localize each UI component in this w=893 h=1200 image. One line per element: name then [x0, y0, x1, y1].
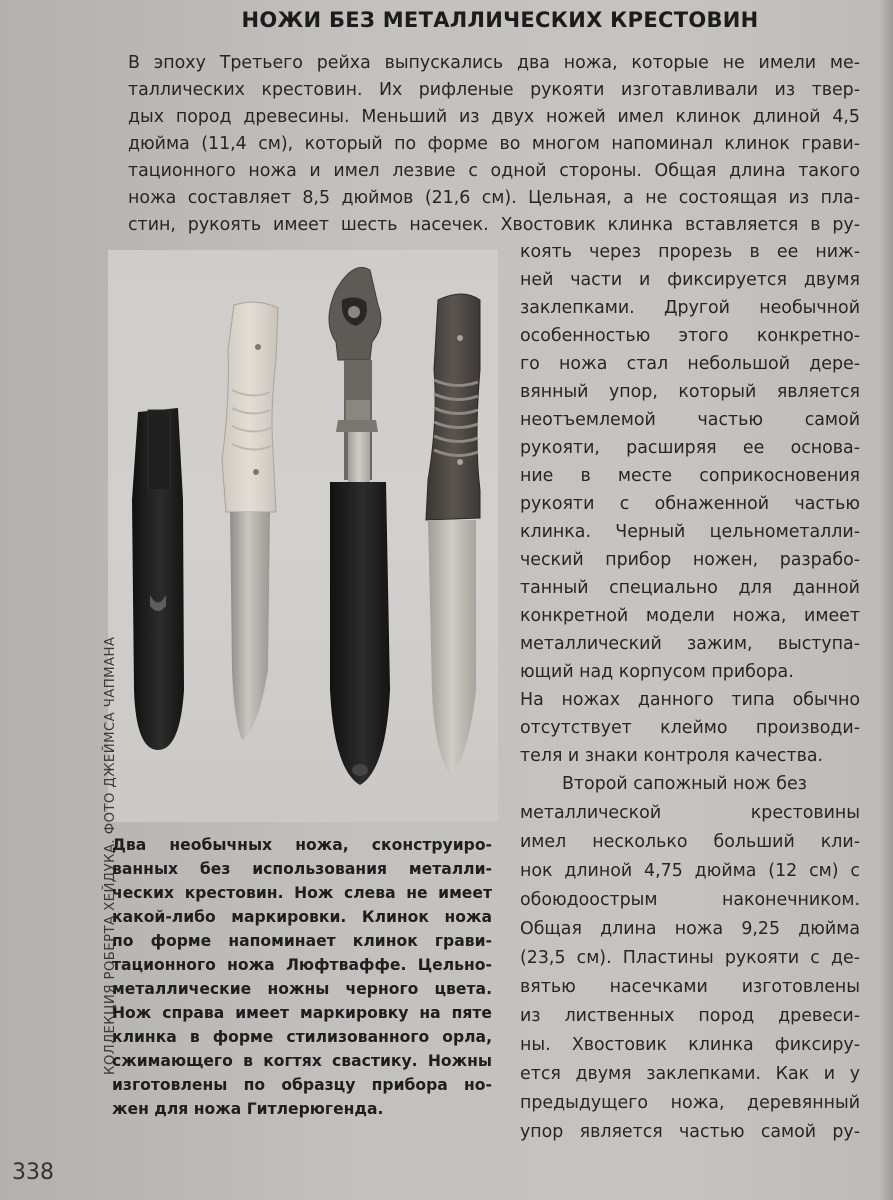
right-line: особенностью этого конкретно-	[520, 326, 860, 346]
intro-line: тационного ножа и имел лезвие с одной стороны. Общая длина такого	[128, 161, 860, 181]
right-line: коять через прорезь в ее ниж-	[520, 242, 860, 262]
intro-line: дых пород древесины. Меньший из двух ножей имел клинок длиной 4,5	[128, 107, 860, 127]
right-line: предыдущего ножа, деревянный	[520, 1093, 860, 1113]
light-handle-knife	[222, 302, 278, 740]
intro-line: стин, рукоять имеет шесть насечек. Хвостовик клинка вставляется в ру-	[128, 215, 860, 235]
right-line: металлический зажим, выступа-	[520, 634, 860, 654]
right-line: из лиственных пород древеси-	[520, 1006, 860, 1026]
right-line: заклепками. Другой необычной	[520, 298, 860, 318]
caption-line: по форме напоминает клинок грави-	[112, 932, 492, 950]
left-sheath	[132, 408, 184, 750]
right-line: Общая длина ножа 9,25 дюйма	[520, 919, 860, 939]
right-line: рукояти с обнаженной частью	[520, 494, 860, 514]
right-line: металлической крестовины	[520, 803, 860, 823]
intro-line: В эпоху Третьего рейха выпускались два ножа, которые не имели ме-	[128, 53, 860, 73]
right-line: имел несколько больший кли-	[520, 832, 860, 852]
right-line: теля и знаки контроля качества.	[520, 746, 824, 766]
right-line: упор является частью самой ру-	[520, 1122, 860, 1142]
center-sheathed-knife	[329, 268, 390, 786]
caption-line: жен для ножа Гитлерюгенда.	[112, 1100, 384, 1118]
right-line: танный специально для данной	[520, 578, 860, 598]
right-line: ны. Хвостовик клинка фиксиру-	[520, 1035, 860, 1055]
caption-line: металлические ножны черного цвета.	[112, 980, 492, 998]
page-binding-shadow	[879, 0, 893, 1200]
right-line: клинка. Черный цельнометалли-	[520, 522, 860, 542]
right-line: нок длиной 4,75 дюйма (12 см) с	[520, 861, 860, 881]
right-line: конкретной модели ножа, имеет	[520, 606, 860, 626]
right-line: ние в месте соприкосновения	[520, 466, 860, 486]
right-line: На ножах данного типа обычно	[520, 690, 860, 710]
right-line: вянный упор, который является	[520, 382, 860, 402]
right-line: ющий над корпусом прибора.	[520, 662, 794, 682]
right-line: (23,5 см). Пластины рукояти с де-	[520, 948, 860, 968]
caption-line: ванных без использования металли-	[112, 860, 492, 878]
intro-line: таллических крестовин. Их рифленые рукояти изготавливали из твер-	[128, 80, 860, 100]
caption-line: тационного ножа Люфтваффе. Цельно-	[112, 956, 492, 974]
caption-line: Нож справа имеет маркировку на пяте	[112, 1004, 492, 1022]
page-title: НОЖИ БЕЗ МЕТАЛЛИЧЕСКИХ КРЕСТОВИН	[241, 8, 759, 32]
right-line: ческий прибор ножен, разрабо-	[520, 550, 860, 570]
knives-illustration	[108, 250, 498, 822]
caption-line: клинка в форме стилизованного орла,	[112, 1028, 492, 1046]
right-line: отсутствует клеймо производи-	[520, 718, 860, 738]
caption-line: какой-либо маркировки. Клинок ножа	[112, 908, 492, 926]
caption-line: изготовлены по образцу прибора но-	[112, 1076, 492, 1094]
dark-handle-knife	[426, 294, 480, 775]
intro-line: дюйма (11,4 см), который по форме во многом напоминал клинок грави-	[128, 134, 860, 154]
right-line: ется двумя заклепками. Как и у	[520, 1064, 860, 1084]
right-line: го ножа стал небольшой дере-	[520, 354, 860, 374]
knives-photo	[108, 250, 498, 822]
right-line: обоюдоострым наконечником.	[520, 890, 860, 910]
intro-line: ножа составляет 8,5 дюймов (21,6 см). Цельная, а не состоящая из пла-	[128, 188, 860, 208]
right-line: рукояти, расширяя ее основа-	[520, 438, 860, 458]
caption-line: Два необычных ножа, сконструиро-	[112, 836, 492, 854]
right-line: неотъемлемой частью самой	[520, 410, 860, 430]
page-number: 338	[12, 1160, 54, 1185]
caption-line: ческих крестовин. Нож слева не имеет	[112, 884, 492, 902]
caption-line: сжимающего в когтях свастику. Ножны	[112, 1052, 492, 1070]
right-line: вятью насечками изготовлены	[520, 977, 860, 997]
photo-credit: КОЛЛЕКЦИЯ РОБЕРТА ХЕЙДУКА. ФОТО ДЖЕЙМСА ЧАПМАНА	[103, 636, 118, 1075]
right-line: ней части и фиксируется двумя	[520, 270, 860, 290]
right-line: Второй сапожный нож без	[562, 774, 807, 794]
